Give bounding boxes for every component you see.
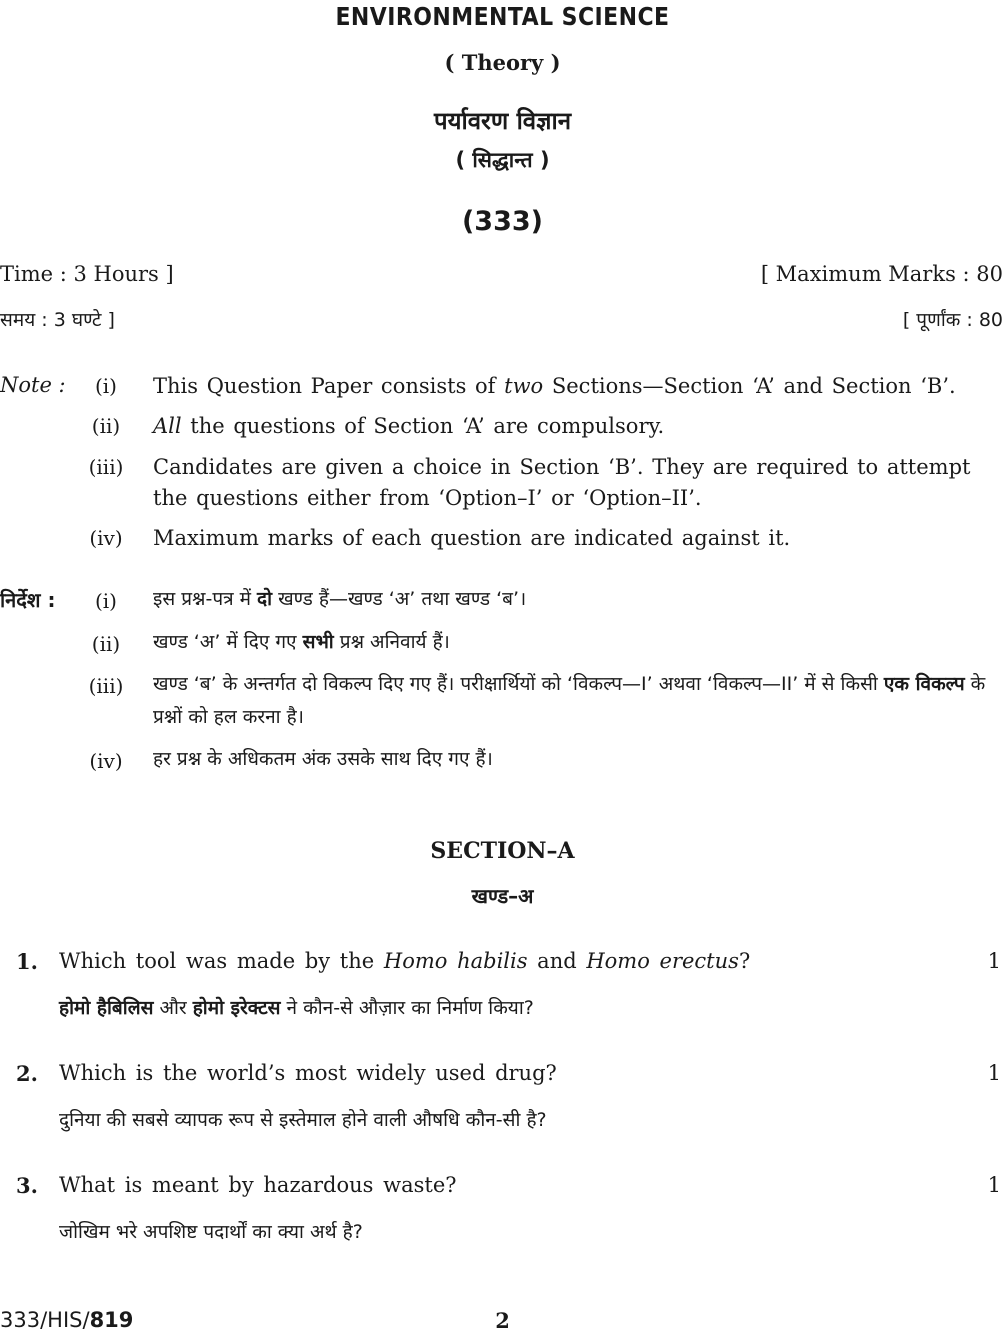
note-bold: सभी [302, 631, 334, 653]
question-text [59, 949, 750, 973]
max-marks-label-hindi: [ पूर्णांक : 80 [902, 309, 1003, 331]
note-bold: दो [257, 588, 273, 610]
note-item: Candidates are given a choice in Section ‘B’. They are required to attempt the questions either from ‘Option–I’ or ‘Option–II’. [153, 455, 971, 510]
note-item: Maximum marks of each question are indicated against it. [153, 526, 791, 550]
question-marks: 1 [987, 1173, 1001, 1197]
note-item-number: (i) [94, 374, 117, 398]
question-number: 3. [16, 1173, 38, 1198]
note-item-hindi [153, 668, 998, 734]
note-text: खण्ड हैं—खण्ड ‘अ’ तथा खण्ड ‘ब’। [272, 588, 527, 610]
question-emphasis: Homo erectus [586, 949, 739, 973]
note-item [153, 411, 1005, 442]
note-text: Sections—Section ‘A’ and Section ‘B’. [543, 374, 956, 398]
note-label: Note : [0, 373, 66, 397]
note-item-number: (ii) [91, 414, 121, 438]
time-label: Time : 3 Hours ] [0, 262, 174, 286]
note-text: This Question Paper consists of [153, 374, 505, 398]
note-text: खण्ड ‘अ’ में दिए गए [153, 631, 303, 653]
question-number: 1. [16, 949, 38, 974]
paper-subtitle: ( Theory ) [444, 50, 561, 75]
note-item-hindi [153, 626, 1005, 659]
question-bold: होमो हैबिलिस [59, 997, 154, 1019]
section-heading-hindi: खण्ड–अ [471, 884, 534, 908]
question-marks: 1 [987, 949, 1001, 973]
question-text: Which is the world’s most widely used drug? [59, 1061, 557, 1085]
note-item-number: (iv) [89, 526, 123, 550]
paper-title: ENVIRONMENTAL SCIENCE [335, 2, 670, 31]
paper-subtitle-hindi: ( सिद्धान्त ) [455, 148, 550, 172]
note-emphasis: two [504, 374, 544, 398]
section-heading: SECTION–A [430, 838, 575, 864]
paper-code-number: 819 [89, 1308, 134, 1332]
question-bold: होमो इरेक्टस [192, 997, 281, 1019]
page-number: 2 [495, 1308, 510, 1333]
note-item-number: (ii) [91, 632, 121, 656]
paper-title-hindi: पर्यावरण विज्ञान [433, 107, 572, 135]
note-item-number: (i) [94, 589, 117, 613]
note-item-hindi: हर प्रश्न के अधिकतम अंक उसके साथ दिए गए हैं। [153, 748, 493, 770]
question-text-hindi: दुनिया की सबसे व्यापक रूप से इस्तेमाल होने वाली औषधि कौन-सी है? [59, 1109, 547, 1131]
question-text-part: और [153, 997, 193, 1019]
note-item [153, 371, 1005, 402]
note-bold: एक विकल्प [883, 673, 965, 695]
note-text: प्रश्न अनिवार्य हैं। [333, 631, 450, 653]
question-text-hindi [59, 994, 534, 1020]
question-text-part: ? [738, 949, 751, 973]
max-marks-label: [ Maximum Marks : 80 [760, 262, 1003, 286]
note-emphasis: All [153, 414, 182, 438]
question-text-part: ने कौन-से औज़ार का निर्माण किया? [280, 997, 534, 1019]
note-label-hindi: निर्देश : [0, 588, 56, 612]
subject-code: (333) [461, 206, 544, 237]
question-text-part: Which tool was made by the [59, 949, 384, 973]
time-label-hindi: समय : 3 घण्टे ] [0, 309, 115, 331]
question-marks: 1 [987, 1061, 1001, 1085]
note-item-number: (iv) [89, 749, 123, 773]
note-text: the questions of Section ‘A’ are compulsory. [181, 414, 665, 438]
paper-code-prefix: 333/HIS/ [0, 1308, 90, 1332]
note-text: इस प्रश्न-पत्र में [153, 588, 258, 610]
question-number: 2. [16, 1061, 38, 1086]
question-text: What is meant by hazardous waste? [59, 1173, 457, 1197]
note-text: खण्ड ‘ब’ के अन्तर्गत दो विकल्प दिए गए हैं। परीक्षार्थियों को ‘विकल्प—I’ अथवा ‘विकल्प—II’ में से किसी [153, 673, 884, 695]
question-text-hindi: जोखिम भरे अपशिष्ट पदार्थों का क्या अर्थ है? [59, 1221, 363, 1243]
note-item-number: (iii) [88, 674, 124, 698]
note-item-hindi [153, 583, 1005, 616]
note-item-number: (iii) [88, 455, 124, 479]
question-text-part: and [527, 949, 587, 973]
question-emphasis: Homo habilis [383, 949, 528, 973]
note-text: के प्रश्नों को हल करना है। [153, 673, 986, 728]
